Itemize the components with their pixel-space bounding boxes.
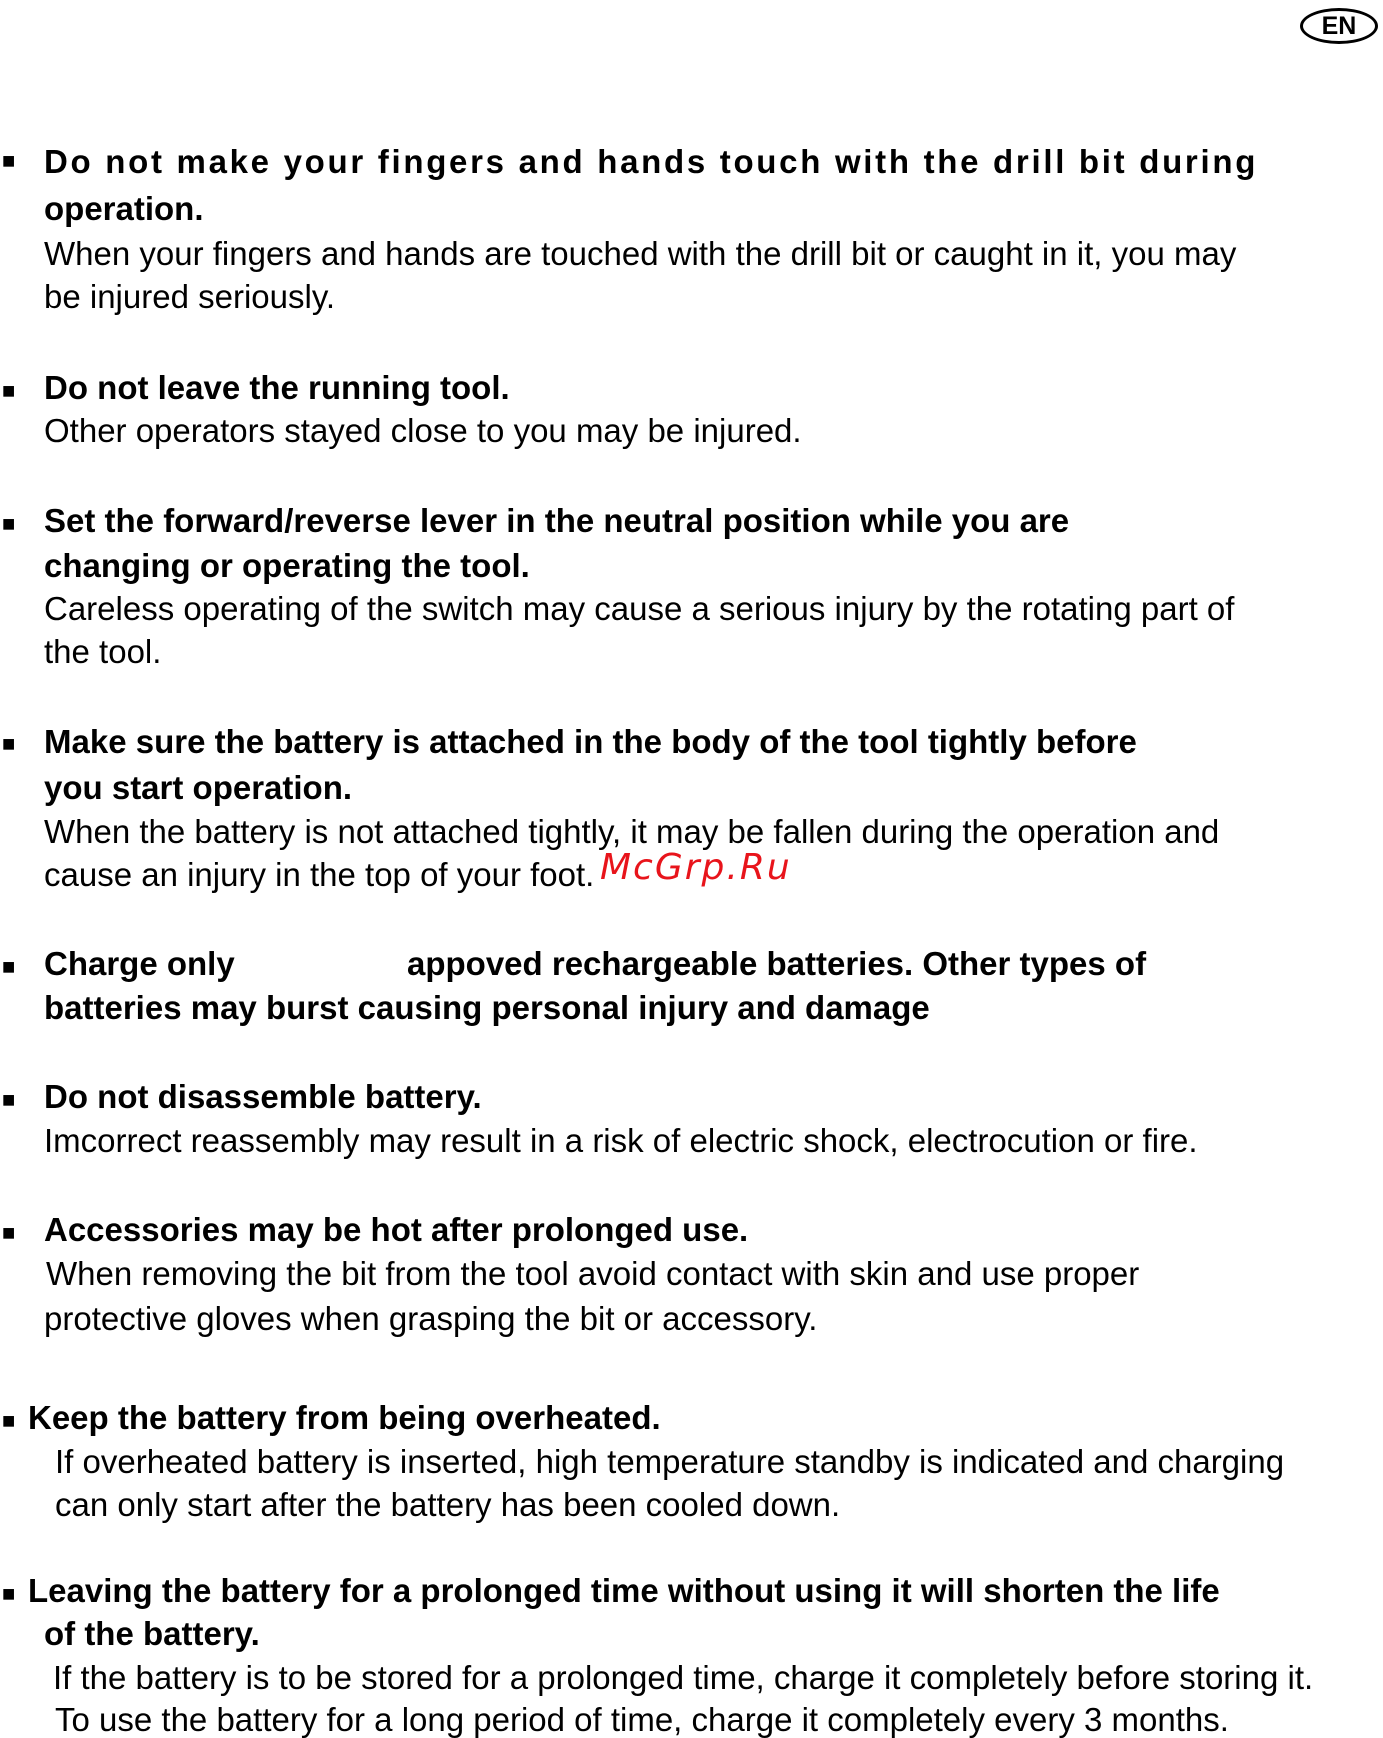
item-body-line: To use the battery for a long period of time, charge it completely every 3 months. bbox=[55, 1701, 1229, 1738]
item-heading-line: you start operation. bbox=[44, 769, 353, 806]
item-heading-line: appoved rechargeable batteries. Other types of bbox=[407, 945, 1147, 982]
bullet-icon: ■ bbox=[2, 1087, 16, 1112]
item-body-line: be injured seriously. bbox=[44, 278, 336, 315]
item-heading-line: Make sure the battery is attached in the body of the tool tightly before bbox=[44, 723, 1137, 760]
bullet-icon: ■ bbox=[2, 511, 16, 536]
item-heading-line: Charge only bbox=[44, 945, 235, 982]
bullet-icon: ■ bbox=[2, 1408, 16, 1433]
item-body-line: If the battery is to be stored for a prolonged time, charge it completely before storing it. bbox=[53, 1659, 1314, 1696]
item-heading-line: operation. bbox=[44, 190, 204, 227]
item-heading-line: Keep the battery from being overheated. bbox=[28, 1399, 661, 1436]
item-body-line: Imcorrect reassembly may result in a risk of electric shock, electrocution or fire. bbox=[44, 1122, 1198, 1159]
bullet-icon: ■ bbox=[2, 954, 16, 979]
item-body-line: Other operators stayed close to you may be injured. bbox=[44, 412, 802, 449]
item-body-line: When the battery is not attached tightly, it may be fallen during the operation and bbox=[44, 813, 1220, 850]
bullet-icon: ■ bbox=[2, 148, 16, 173]
item-heading-line: batteries may burst causing personal injury and damage bbox=[44, 989, 930, 1026]
item-body-line: If overheated battery is inserted, high temperature standby is indicated and charging bbox=[55, 1443, 1285, 1480]
item-body-line: the tool. bbox=[44, 633, 162, 670]
item-heading-line: Do not disassemble battery. bbox=[44, 1078, 482, 1115]
item-body-line: can only start after the battery has been cooled down. bbox=[55, 1486, 841, 1523]
item-heading-line: of the battery. bbox=[44, 1615, 260, 1652]
item-body-line: Careless operating of the switch may cause a serious injury by the rotating part of bbox=[44, 590, 1235, 627]
item-body-line: protective gloves when grasping the bit or accessory. bbox=[44, 1300, 818, 1337]
bullet-icon: ■ bbox=[2, 1220, 16, 1245]
bullet-icon: ■ bbox=[2, 731, 16, 756]
item-heading-line: changing or operating the tool. bbox=[44, 547, 530, 584]
item-heading-line: Do not leave the running tool. bbox=[44, 369, 510, 406]
bullet-icon: ■ bbox=[2, 378, 16, 403]
watermark-logo: McGrp.Ru bbox=[600, 847, 792, 888]
item-body-line: cause an injury in the top of your foot. bbox=[44, 856, 595, 893]
item-heading-line: Do not make your fingers and hands touch with the drill bit during bbox=[44, 143, 1259, 180]
item-body-line: When your fingers and hands are touched with the drill bit or caught in it, you may bbox=[44, 235, 1237, 272]
item-heading-line: Accessories may be hot after prolonged use. bbox=[44, 1211, 749, 1248]
item-body-line: When removing the bit from the tool avoid contact with skin and use proper bbox=[46, 1255, 1140, 1292]
item-heading-line: Leaving the battery for a prolonged time without using it will shorten the life bbox=[28, 1572, 1220, 1609]
item-heading-line: Set the forward/reverse lever in the neutral position while you are bbox=[44, 502, 1070, 539]
language-badge: EN bbox=[1300, 8, 1378, 44]
bullet-icon: ■ bbox=[2, 1581, 16, 1606]
